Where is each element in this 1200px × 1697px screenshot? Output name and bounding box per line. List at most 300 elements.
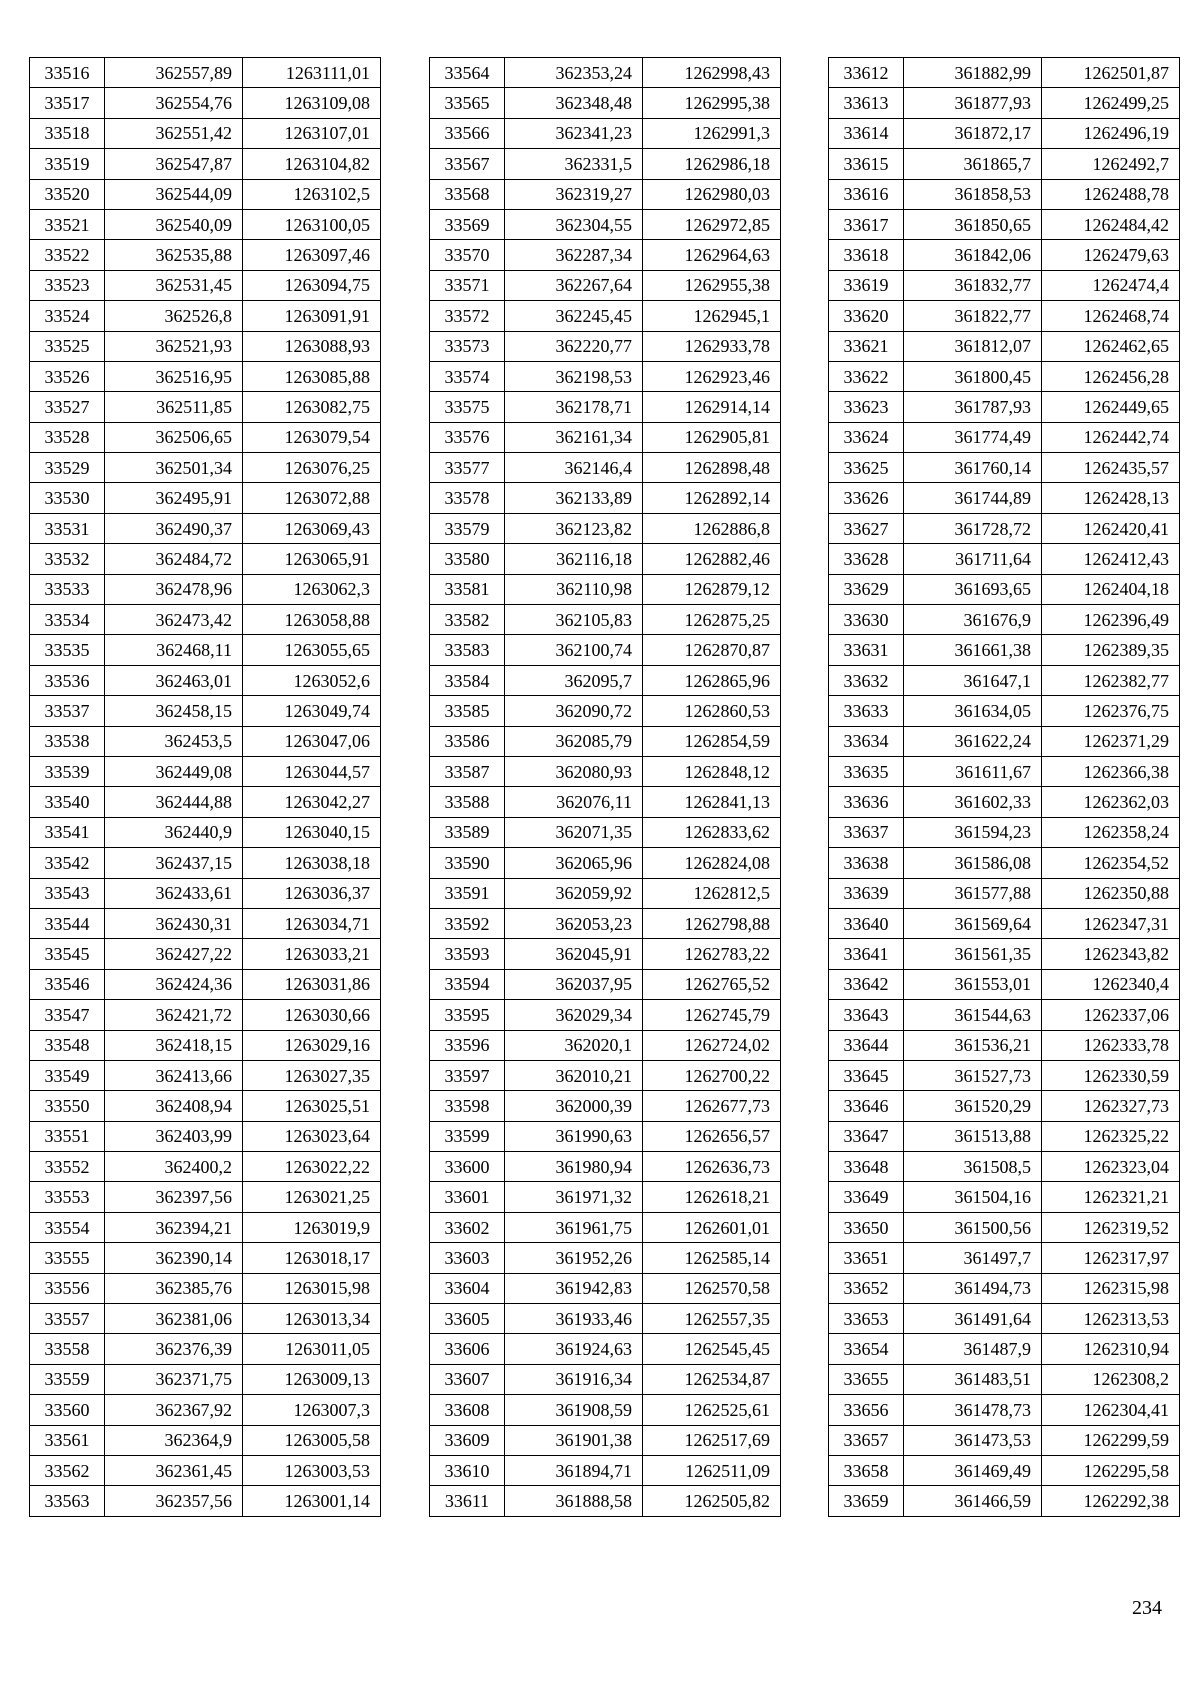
y-coordinate-cell: 1263025,51 (243, 1091, 381, 1121)
y-coordinate-cell: 1262396,49 (1042, 605, 1180, 635)
y-coordinate-cell: 1262783,22 (643, 939, 781, 969)
point-id-cell: 33559 (30, 1364, 105, 1394)
y-coordinate-cell: 1262601,01 (643, 1212, 781, 1242)
table-row (829, 1486, 1180, 1516)
x-coordinate-cell: 361513,88 (904, 1121, 1042, 1151)
table-row (30, 149, 381, 179)
table-row (829, 1091, 1180, 1121)
table-row (30, 605, 381, 635)
table-row (430, 88, 781, 118)
y-coordinate-cell: 1262319,52 (1042, 1212, 1180, 1242)
point-id-cell: 33641 (829, 939, 904, 969)
y-coordinate-cell: 1263047,06 (243, 726, 381, 756)
table-row (30, 696, 381, 726)
x-coordinate-cell: 362521,93 (105, 331, 243, 361)
point-id-cell: 33551 (30, 1121, 105, 1151)
point-id-cell: 33604 (430, 1273, 505, 1303)
y-coordinate-cell: 1262354,52 (1042, 848, 1180, 878)
point-id-cell: 33587 (430, 756, 505, 786)
point-id-cell: 33550 (30, 1091, 105, 1121)
point-id-cell: 33571 (430, 270, 505, 300)
x-coordinate-cell: 362053,23 (505, 908, 643, 938)
x-coordinate-cell: 362463,01 (105, 665, 243, 695)
table-row (430, 1060, 781, 1090)
y-coordinate-cell: 1262456,28 (1042, 361, 1180, 391)
table-row (829, 787, 1180, 817)
y-coordinate-cell: 1262323,04 (1042, 1152, 1180, 1182)
x-coordinate-cell: 361952,26 (505, 1243, 643, 1273)
x-coordinate-cell: 361894,71 (505, 1455, 643, 1485)
y-coordinate-cell: 1263072,88 (243, 483, 381, 513)
y-coordinate-cell: 1262585,14 (643, 1243, 781, 1273)
y-coordinate-cell: 1262972,85 (643, 209, 781, 239)
x-coordinate-cell: 362397,56 (105, 1182, 243, 1212)
x-coordinate-cell: 361536,21 (904, 1030, 1042, 1060)
y-coordinate-cell: 1262435,57 (1042, 453, 1180, 483)
table-row (829, 1455, 1180, 1485)
table-row (829, 1030, 1180, 1060)
table-row (30, 1121, 381, 1151)
point-id-cell: 33614 (829, 118, 904, 148)
x-coordinate-cell: 361508,5 (904, 1152, 1042, 1182)
point-id-cell: 33645 (829, 1060, 904, 1090)
table-row (829, 240, 1180, 270)
table-row (30, 1030, 381, 1060)
table-row (30, 240, 381, 270)
y-coordinate-cell: 1263044,57 (243, 756, 381, 786)
y-coordinate-cell: 1262315,98 (1042, 1273, 1180, 1303)
table-row (829, 58, 1180, 88)
point-id-cell: 33659 (829, 1486, 904, 1516)
point-id-cell: 33537 (30, 696, 105, 726)
y-coordinate-cell: 1262371,29 (1042, 726, 1180, 756)
x-coordinate-cell: 362540,09 (105, 209, 243, 239)
point-id-cell: 33654 (829, 1334, 904, 1364)
x-coordinate-cell: 362116,18 (505, 544, 643, 574)
y-coordinate-cell: 1262488,78 (1042, 179, 1180, 209)
x-coordinate-cell: 361842,06 (904, 240, 1042, 270)
point-id-cell: 33561 (30, 1425, 105, 1455)
y-coordinate-cell: 1263007,3 (243, 1395, 381, 1425)
point-id-cell: 33653 (829, 1304, 904, 1334)
table-row (430, 1243, 781, 1273)
table-row (829, 1395, 1180, 1425)
y-coordinate-cell: 1262376,75 (1042, 696, 1180, 726)
y-coordinate-cell: 1263023,64 (243, 1121, 381, 1151)
x-coordinate-cell: 362065,96 (505, 848, 643, 878)
point-id-cell: 33534 (30, 605, 105, 635)
point-id-cell: 33600 (430, 1152, 505, 1182)
table-row (430, 240, 781, 270)
y-coordinate-cell: 1263094,75 (243, 270, 381, 300)
x-coordinate-cell: 361602,33 (904, 787, 1042, 817)
point-id-cell: 33595 (430, 1000, 505, 1030)
table-row (430, 939, 781, 969)
y-coordinate-cell: 1263015,98 (243, 1273, 381, 1303)
point-id-cell: 33574 (430, 361, 505, 391)
table-row (430, 574, 781, 604)
y-coordinate-cell: 1262420,41 (1042, 513, 1180, 543)
table-row (30, 1273, 381, 1303)
point-id-cell: 33596 (430, 1030, 505, 1060)
point-id-cell: 33646 (829, 1091, 904, 1121)
x-coordinate-cell: 361469,49 (904, 1455, 1042, 1485)
table-row (430, 1091, 781, 1121)
x-coordinate-cell: 362178,71 (505, 392, 643, 422)
y-coordinate-cell: 1262310,94 (1042, 1334, 1180, 1364)
y-coordinate-cell: 1262366,38 (1042, 756, 1180, 786)
point-id-cell: 33598 (430, 1091, 505, 1121)
table-row (829, 878, 1180, 908)
table-row (829, 392, 1180, 422)
point-id-cell: 33603 (430, 1243, 505, 1273)
x-coordinate-cell: 362287,34 (505, 240, 643, 270)
y-coordinate-cell: 1263102,5 (243, 179, 381, 209)
table-row (430, 179, 781, 209)
point-id-cell: 33577 (430, 453, 505, 483)
point-id-cell: 33546 (30, 969, 105, 999)
y-coordinate-cell: 1262534,87 (643, 1364, 781, 1394)
x-coordinate-cell: 362085,79 (505, 726, 643, 756)
point-id-cell: 33599 (430, 1121, 505, 1151)
point-id-cell: 33523 (30, 270, 105, 300)
table-row (829, 1152, 1180, 1182)
y-coordinate-cell: 1262525,61 (643, 1395, 781, 1425)
x-coordinate-cell: 362444,88 (105, 787, 243, 817)
point-id-cell: 33548 (30, 1030, 105, 1060)
y-coordinate-cell: 1262745,79 (643, 1000, 781, 1030)
point-id-cell: 33649 (829, 1182, 904, 1212)
table-row (430, 908, 781, 938)
y-coordinate-cell: 1263019,9 (243, 1212, 381, 1242)
table-row (430, 1000, 781, 1030)
x-coordinate-cell: 361744,89 (904, 483, 1042, 513)
y-coordinate-cell: 1263040,15 (243, 817, 381, 847)
point-id-cell: 33613 (829, 88, 904, 118)
y-coordinate-cell: 1263055,65 (243, 635, 381, 665)
table-row (430, 1304, 781, 1334)
x-coordinate-cell: 362449,08 (105, 756, 243, 786)
x-coordinate-cell: 362059,92 (505, 878, 643, 908)
y-coordinate-cell: 1263052,6 (243, 665, 381, 695)
point-id-cell: 33533 (30, 574, 105, 604)
x-coordinate-cell: 362029,34 (505, 1000, 643, 1030)
point-id-cell: 33568 (430, 179, 505, 209)
x-coordinate-cell: 362090,72 (505, 696, 643, 726)
point-id-cell: 33631 (829, 635, 904, 665)
x-coordinate-cell: 362080,93 (505, 756, 643, 786)
table-row (30, 422, 381, 452)
point-id-cell: 33521 (30, 209, 105, 239)
y-coordinate-cell: 1262389,35 (1042, 635, 1180, 665)
x-coordinate-cell: 361858,53 (904, 179, 1042, 209)
x-coordinate-cell: 361527,73 (904, 1060, 1042, 1090)
point-id-cell: 33637 (829, 817, 904, 847)
y-coordinate-cell: 1262499,25 (1042, 88, 1180, 118)
table-row (430, 1030, 781, 1060)
x-coordinate-cell: 361594,23 (904, 817, 1042, 847)
y-coordinate-cell: 1262468,74 (1042, 301, 1180, 331)
x-coordinate-cell: 362478,96 (105, 574, 243, 604)
table-row (30, 301, 381, 331)
y-coordinate-cell: 1263036,37 (243, 878, 381, 908)
table-row (30, 58, 381, 88)
x-coordinate-cell: 362531,45 (105, 270, 243, 300)
y-coordinate-cell: 1262570,58 (643, 1273, 781, 1303)
x-coordinate-cell: 361760,14 (904, 453, 1042, 483)
x-coordinate-cell: 361466,59 (904, 1486, 1042, 1516)
point-id-cell: 33651 (829, 1243, 904, 1273)
x-coordinate-cell: 361933,46 (505, 1304, 643, 1334)
x-coordinate-cell: 361586,08 (904, 848, 1042, 878)
table-row (829, 908, 1180, 938)
y-coordinate-cell: 1262995,38 (643, 88, 781, 118)
y-coordinate-cell: 1263030,66 (243, 1000, 381, 1030)
point-id-cell: 33565 (430, 88, 505, 118)
x-coordinate-cell: 362526,8 (105, 301, 243, 331)
table-row (829, 817, 1180, 847)
y-coordinate-cell: 1262636,73 (643, 1152, 781, 1182)
table-row (30, 817, 381, 847)
table-row (430, 605, 781, 635)
x-coordinate-cell: 361787,93 (904, 392, 1042, 422)
table-row (829, 969, 1180, 999)
point-id-cell: 33643 (829, 1000, 904, 1030)
y-coordinate-cell: 1263001,14 (243, 1486, 381, 1516)
x-coordinate-cell: 362424,36 (105, 969, 243, 999)
point-id-cell: 33542 (30, 848, 105, 878)
y-coordinate-cell: 1263022,22 (243, 1152, 381, 1182)
y-coordinate-cell: 1263029,16 (243, 1030, 381, 1060)
x-coordinate-cell: 361483,51 (904, 1364, 1042, 1394)
point-id-cell: 33658 (829, 1455, 904, 1485)
table-row (430, 392, 781, 422)
x-coordinate-cell: 362430,31 (105, 908, 243, 938)
y-coordinate-cell: 1262991,3 (643, 118, 781, 148)
point-id-cell: 33628 (829, 544, 904, 574)
table-row (829, 483, 1180, 513)
point-id-cell: 33528 (30, 422, 105, 452)
point-id-cell: 33557 (30, 1304, 105, 1334)
point-id-cell: 33610 (430, 1455, 505, 1485)
x-coordinate-cell: 362371,75 (105, 1364, 243, 1394)
point-id-cell: 33558 (30, 1334, 105, 1364)
table-row (30, 1000, 381, 1030)
point-id-cell: 33543 (30, 878, 105, 908)
table-row (430, 1425, 781, 1455)
point-id-cell: 33525 (30, 331, 105, 361)
x-coordinate-cell: 362267,64 (505, 270, 643, 300)
point-id-cell: 33578 (430, 483, 505, 513)
table-row (30, 848, 381, 878)
x-coordinate-cell: 362516,95 (105, 361, 243, 391)
table-row (430, 848, 781, 878)
table-row (430, 1486, 781, 1516)
table-row (30, 756, 381, 786)
x-coordinate-cell: 361494,73 (904, 1273, 1042, 1303)
y-coordinate-cell: 1262980,03 (643, 179, 781, 209)
point-id-cell: 33594 (430, 969, 505, 999)
table-row (430, 422, 781, 452)
x-coordinate-cell: 361916,34 (505, 1364, 643, 1394)
table-row (829, 1364, 1180, 1394)
table-row (430, 1152, 781, 1182)
x-coordinate-cell: 361569,64 (904, 908, 1042, 938)
x-coordinate-cell: 362319,27 (505, 179, 643, 209)
point-id-cell: 33545 (30, 939, 105, 969)
table-row (30, 88, 381, 118)
x-coordinate-cell: 362095,7 (505, 665, 643, 695)
point-id-cell: 33516 (30, 58, 105, 88)
table-row (30, 635, 381, 665)
table-row (30, 1091, 381, 1121)
x-coordinate-cell: 361622,24 (904, 726, 1042, 756)
table-row (829, 1273, 1180, 1303)
point-id-cell: 33562 (30, 1455, 105, 1485)
point-id-cell: 33564 (430, 58, 505, 88)
table-row (829, 88, 1180, 118)
x-coordinate-cell: 362400,2 (105, 1152, 243, 1182)
x-coordinate-cell: 362341,23 (505, 118, 643, 148)
x-coordinate-cell: 362394,21 (105, 1212, 243, 1242)
x-coordinate-cell: 362348,48 (505, 88, 643, 118)
point-id-cell: 33522 (30, 240, 105, 270)
y-coordinate-cell: 1263107,01 (243, 118, 381, 148)
y-coordinate-cell: 1263109,08 (243, 88, 381, 118)
x-coordinate-cell: 362458,15 (105, 696, 243, 726)
x-coordinate-cell: 362390,14 (105, 1243, 243, 1273)
y-coordinate-cell: 1263058,88 (243, 605, 381, 635)
x-coordinate-cell: 362421,72 (105, 1000, 243, 1030)
table-row (829, 696, 1180, 726)
point-id-cell: 33622 (829, 361, 904, 391)
y-coordinate-cell: 1262484,42 (1042, 209, 1180, 239)
table-row (829, 453, 1180, 483)
point-id-cell: 33601 (430, 1182, 505, 1212)
table-row (430, 665, 781, 695)
x-coordinate-cell: 362100,74 (505, 635, 643, 665)
point-id-cell: 33648 (829, 1152, 904, 1182)
y-coordinate-cell: 1262882,46 (643, 544, 781, 574)
y-coordinate-cell: 1263031,86 (243, 969, 381, 999)
point-id-cell: 33652 (829, 1273, 904, 1303)
table-row (30, 1455, 381, 1485)
x-coordinate-cell: 362364,9 (105, 1425, 243, 1455)
y-coordinate-cell: 1262496,19 (1042, 118, 1180, 148)
x-coordinate-cell: 362551,42 (105, 118, 243, 148)
point-id-cell: 33581 (430, 574, 505, 604)
y-coordinate-cell: 1262347,31 (1042, 908, 1180, 938)
y-coordinate-cell: 1263009,13 (243, 1364, 381, 1394)
table-row (30, 665, 381, 695)
x-coordinate-cell: 361822,77 (904, 301, 1042, 331)
point-id-cell: 33606 (430, 1334, 505, 1364)
point-id-cell: 33556 (30, 1273, 105, 1303)
x-coordinate-cell: 361693,65 (904, 574, 1042, 604)
point-id-cell: 33582 (430, 605, 505, 635)
point-id-cell: 33620 (829, 301, 904, 331)
table-row (430, 817, 781, 847)
x-coordinate-cell: 361504,16 (904, 1182, 1042, 1212)
point-id-cell: 33638 (829, 848, 904, 878)
page-number: 234 (1132, 1597, 1162, 1619)
x-coordinate-cell: 362010,21 (505, 1060, 643, 1090)
point-id-cell: 33585 (430, 696, 505, 726)
table-row (430, 969, 781, 999)
y-coordinate-cell: 1262462,65 (1042, 331, 1180, 361)
y-coordinate-cell: 1262358,24 (1042, 817, 1180, 847)
point-id-cell: 33586 (430, 726, 505, 756)
table-row (829, 1121, 1180, 1151)
table-row (30, 1486, 381, 1516)
y-coordinate-cell: 1262337,06 (1042, 1000, 1180, 1030)
x-coordinate-cell: 362105,83 (505, 605, 643, 635)
x-coordinate-cell: 361888,58 (505, 1486, 643, 1516)
table-row (430, 1182, 781, 1212)
y-coordinate-cell: 1263111,01 (243, 58, 381, 88)
table-row (829, 1243, 1180, 1273)
x-coordinate-cell: 362554,76 (105, 88, 243, 118)
x-coordinate-cell: 361812,07 (904, 331, 1042, 361)
point-id-cell: 33621 (829, 331, 904, 361)
y-coordinate-cell: 1262986,18 (643, 149, 781, 179)
table-row (829, 1334, 1180, 1364)
y-coordinate-cell: 1262833,62 (643, 817, 781, 847)
table-row (30, 1243, 381, 1273)
coordinates-table-1 (29, 57, 381, 1517)
y-coordinate-cell: 1262875,25 (643, 605, 781, 635)
point-id-cell: 33584 (430, 665, 505, 695)
y-coordinate-cell: 1262343,82 (1042, 939, 1180, 969)
y-coordinate-cell: 1262317,97 (1042, 1243, 1180, 1273)
y-coordinate-cell: 1263042,27 (243, 787, 381, 817)
table-row (30, 453, 381, 483)
x-coordinate-cell: 362376,39 (105, 1334, 243, 1364)
table-row (829, 939, 1180, 969)
x-coordinate-cell: 362367,92 (105, 1395, 243, 1425)
y-coordinate-cell: 1262998,43 (643, 58, 781, 88)
y-coordinate-cell: 1263065,91 (243, 544, 381, 574)
point-id-cell: 33563 (30, 1486, 105, 1516)
x-coordinate-cell: 361647,1 (904, 665, 1042, 695)
x-coordinate-cell: 362357,56 (105, 1486, 243, 1516)
y-coordinate-cell: 1262299,59 (1042, 1425, 1180, 1455)
point-id-cell: 33566 (430, 118, 505, 148)
x-coordinate-cell: 361865,7 (904, 149, 1042, 179)
y-coordinate-cell: 1262677,73 (643, 1091, 781, 1121)
x-coordinate-cell: 361877,93 (904, 88, 1042, 118)
x-coordinate-cell: 362331,5 (505, 149, 643, 179)
y-coordinate-cell: 1262325,22 (1042, 1121, 1180, 1151)
x-coordinate-cell: 361577,88 (904, 878, 1042, 908)
table-row (30, 1304, 381, 1334)
point-id-cell: 33634 (829, 726, 904, 756)
point-id-cell: 33524 (30, 301, 105, 331)
x-coordinate-cell: 362547,87 (105, 149, 243, 179)
point-id-cell: 33553 (30, 1182, 105, 1212)
y-coordinate-cell: 1263076,25 (243, 453, 381, 483)
x-coordinate-cell: 361901,38 (505, 1425, 643, 1455)
point-id-cell: 33647 (829, 1121, 904, 1151)
table-row (430, 209, 781, 239)
y-coordinate-cell: 1262474,4 (1042, 270, 1180, 300)
point-id-cell: 33615 (829, 149, 904, 179)
table-row (829, 149, 1180, 179)
x-coordinate-cell: 362511,85 (105, 392, 243, 422)
table-row (30, 361, 381, 391)
table-row (430, 1395, 781, 1425)
y-coordinate-cell: 1263062,3 (243, 574, 381, 604)
